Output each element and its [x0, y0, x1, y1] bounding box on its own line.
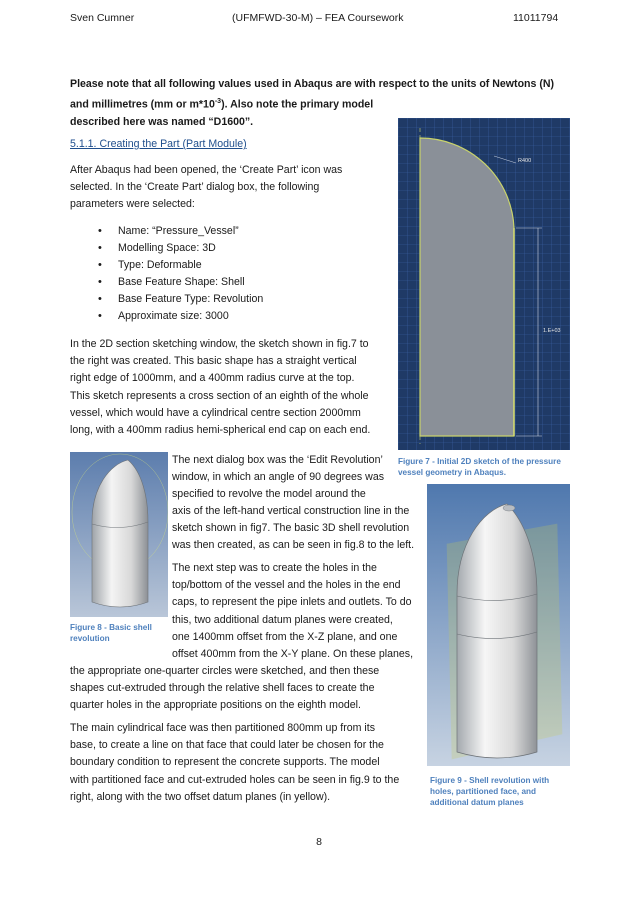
- paragraph-4a: [172, 560, 420, 663]
- figure-9-caption: Figure 9 - Shell revolution with holes, partitioned face, and additional datum planes: [430, 776, 550, 807]
- para2-line: the right was created. This basic shape has a straight vertical: [70, 355, 357, 368]
- figure-8-caption: Figure 8 - Basic shell revolution: [70, 623, 152, 643]
- para4-line: this, two additional datum planes were created,: [172, 613, 393, 626]
- section-title: 5.1.1. Creating the Part (Part Module): [70, 138, 247, 150]
- para4-line: one 1400mm offset from the X-Z plane, and one: [172, 630, 398, 643]
- para5-line: boundary condition to represent the concrete supports. The model: [70, 756, 380, 769]
- para3-line: The next dialog box was the ‘Edit Revolution’: [172, 454, 383, 466]
- para4-line: the appropriate one-quarter circles were sketched, and then these: [70, 665, 380, 677]
- para5-line: The main cylindrical face was then partitioned 800mm up from its: [70, 722, 375, 734]
- para1-line: After Abaqus had been opened, the ‘Create Part’ icon was: [70, 164, 343, 176]
- para2-line: long, with a 400mm radius hemi-spherical end cap on each end.: [70, 424, 371, 437]
- parameter-list: [70, 223, 390, 325]
- para2-line: This sketch represents a cross section of an eighth of the whole: [70, 389, 369, 402]
- para5-line: base, to create a line on that face that could later be chosen for the: [70, 739, 384, 752]
- para4-line: caps, to represent the pipe inlets and outlets. To do: [172, 596, 412, 609]
- para4-line: shapes cut-extruded through the relative shell faces to create the: [70, 682, 375, 695]
- list-item: • Base Feature Shape: Shell: [70, 274, 390, 291]
- list-item: • Base Feature Type: Revolution: [70, 291, 390, 308]
- list-item: • Type: Deformable: [70, 257, 390, 274]
- para3-line: sketch shown in fig7. The basic 3D shell revolution: [172, 522, 410, 535]
- para2-line: vessel, which would have a cylindrical centre section 2000mm: [70, 406, 361, 419]
- para3-line: window, in which an angle of 90 degrees was: [172, 471, 385, 484]
- paragraph-1: [70, 162, 390, 214]
- para3-line: axis of the left-hand vertical construction line in the: [172, 505, 410, 517]
- paragraph-2: [70, 336, 390, 439]
- fig7-dimension-label: 1.E+03: [543, 328, 561, 334]
- intro-line-3: described here was named “D1600”.: [70, 115, 254, 128]
- para5-line: right, along with the two offset datum planes (in yellow).: [70, 790, 331, 803]
- paragraph-3a: [172, 452, 390, 504]
- list-item: • Name: “Pressure_Vessel”: [70, 223, 390, 240]
- header-course: (UFMFWD-30-M) – FEA Coursework: [232, 12, 404, 24]
- fig7-radius-label: R400: [518, 158, 532, 164]
- para4-line: top/bottom of the vessel and the holes in the end: [172, 579, 401, 592]
- para2-line: right edge of 1000mm, and a 400mm radius curve at the top.: [70, 372, 355, 385]
- para4-line: The next step was to create the holes in the: [172, 562, 377, 574]
- intro-line-1: Please note that all following values used in Abaqus are with respect to the units of Newtons (N): [70, 78, 555, 90]
- para5-line: with partitioned face and cut-extruded holes can be seen in fig.9 to the: [70, 773, 400, 786]
- para1-line: parameters were selected:: [70, 198, 195, 211]
- paragraph-3b: [172, 503, 420, 555]
- para1-line: selected. In the ‘Create Part’ dialog box, the following: [70, 181, 320, 194]
- para2-line: In the 2D section sketching window, the sketch shown in fig.7 to: [70, 338, 369, 350]
- para4-line: offset 400mm from the X-Y plane. On these planes,: [172, 648, 414, 661]
- figure-7-caption: Figure 7 - Initial 2D sketch of the pressure vessel geometry in Abaqus.: [398, 457, 561, 477]
- header-student-id: 11011794: [513, 12, 559, 24]
- figure-9-render: [427, 484, 570, 766]
- list-item: • Approximate size: 3000: [70, 308, 390, 325]
- para4-line: quarter holes in the appropriate positions on the eighth model.: [70, 699, 361, 712]
- page-number: 8: [316, 836, 322, 848]
- figure-8-render: [70, 452, 168, 617]
- paragraph-5: [70, 720, 420, 806]
- para3-line: specified to revolve the model around the: [172, 488, 366, 501]
- paragraph-4b: [70, 663, 420, 715]
- figure-7-sketch: [398, 118, 570, 450]
- para3-line: was then created, as can be seen in fig.8 to the left.: [172, 539, 415, 552]
- sketch-profile-shape: [420, 138, 514, 436]
- list-item: • Modelling Space: 3D: [70, 240, 390, 257]
- intro-line-2: and millimetres (mm or $m*10^{-3}$). Also note the primary model: [70, 98, 374, 111]
- header-author: Sven Cumner: [70, 12, 135, 24]
